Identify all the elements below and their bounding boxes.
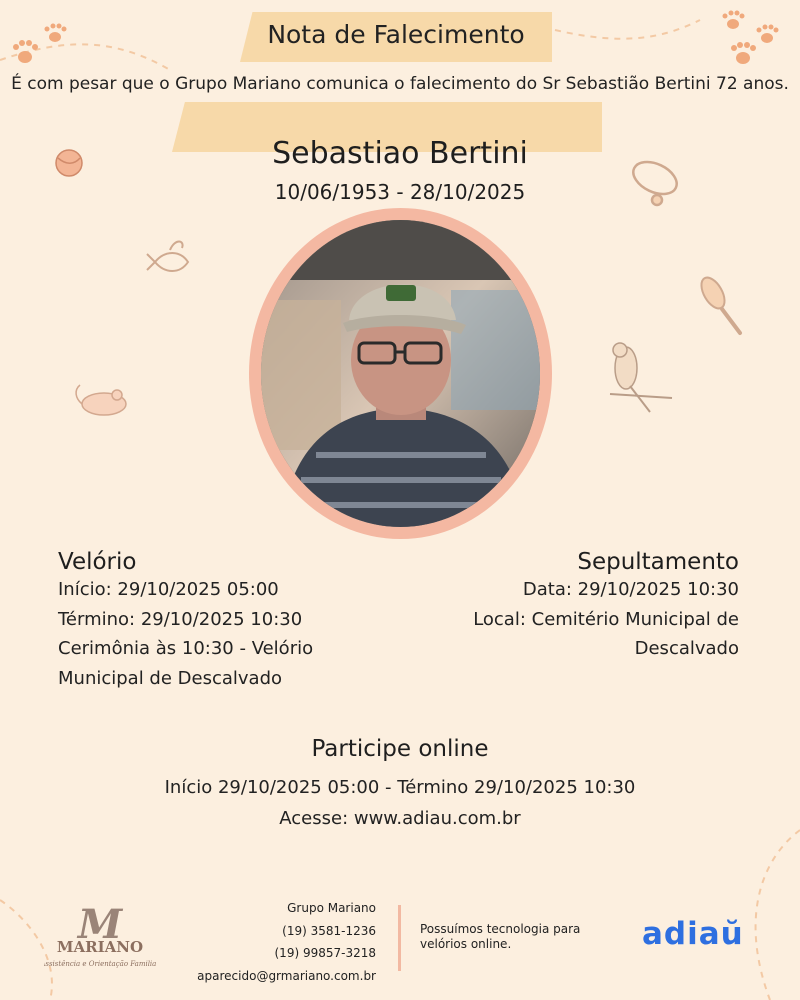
page-title: Nota de Falecimento bbox=[267, 20, 525, 49]
announcement-text: É com pesar que o Grupo Mariano comunica o falecimento do Sr Sebastião Bertini 72 anos. bbox=[11, 74, 789, 94]
phone-1[interactable]: (19) 3581-1236 bbox=[282, 923, 376, 938]
footer-divider bbox=[398, 905, 401, 971]
portrait-illustration bbox=[261, 220, 540, 527]
sepultamento-date: Data: 29/10/2025 10:30 bbox=[522, 579, 739, 600]
adiau-logo: adiaŭ bbox=[642, 916, 744, 952]
sepultamento-title: Sepultamento bbox=[577, 549, 739, 575]
email-link[interactable]: aparecido@grmariano.com.br bbox=[197, 968, 376, 983]
sepultamento-location: Local: Cemitério Municipal de bbox=[473, 608, 739, 630]
deceased-dates: 10/06/1953 - 28/10/2025 bbox=[274, 180, 526, 204]
deceased-photo bbox=[261, 220, 540, 527]
parakeet-icon bbox=[610, 343, 672, 412]
velorio-ceremony: Cerimônia às 10:30 - Velório bbox=[58, 638, 314, 659]
phone-2[interactable]: (19) 99857-3218 bbox=[274, 946, 376, 960]
paw-icon bbox=[723, 11, 745, 30]
velorio-start: Início: 29/10/2025 05:00 bbox=[58, 579, 279, 600]
online-schedule: Início 29/10/2025 05:00 - Término 29/10/2025 10:30 bbox=[164, 777, 636, 798]
velorio-title: Velório bbox=[58, 549, 137, 575]
fish-icon bbox=[147, 242, 188, 272]
paw-icon bbox=[757, 25, 779, 44]
mouse-icon bbox=[76, 385, 126, 415]
mariano-logo-tagline: Assistência e Orientação Familiar bbox=[44, 960, 156, 968]
contact-info bbox=[180, 897, 376, 987]
online-title: Participe online bbox=[311, 736, 489, 762]
svg-text:M: M bbox=[77, 902, 123, 948]
mariano-logo-text: MARIANO bbox=[56, 938, 144, 956]
velorio-end: Término: 29/10/2025 10:30 bbox=[58, 608, 303, 630]
velorio-section bbox=[58, 549, 358, 693]
velorio-location: Municipal de Descalvado bbox=[58, 667, 283, 689]
paw-icon bbox=[731, 42, 756, 64]
paw-icon bbox=[45, 24, 67, 43]
online-access-link[interactable]: Acesse: www.adiau.com.br bbox=[279, 808, 521, 829]
sepultamento-location-cont: Descalvado bbox=[634, 638, 739, 659]
sepultamento-section bbox=[440, 549, 739, 664]
deceased-name: Sebastiao Bertini bbox=[272, 136, 528, 171]
paw-icon bbox=[13, 40, 38, 63]
mariano-logo bbox=[44, 902, 156, 972]
brush-icon bbox=[697, 274, 740, 333]
company-name: Grupo Mariano bbox=[287, 901, 376, 915]
tech-text: Possuímos tecnologia para velórios online. bbox=[420, 922, 581, 951]
